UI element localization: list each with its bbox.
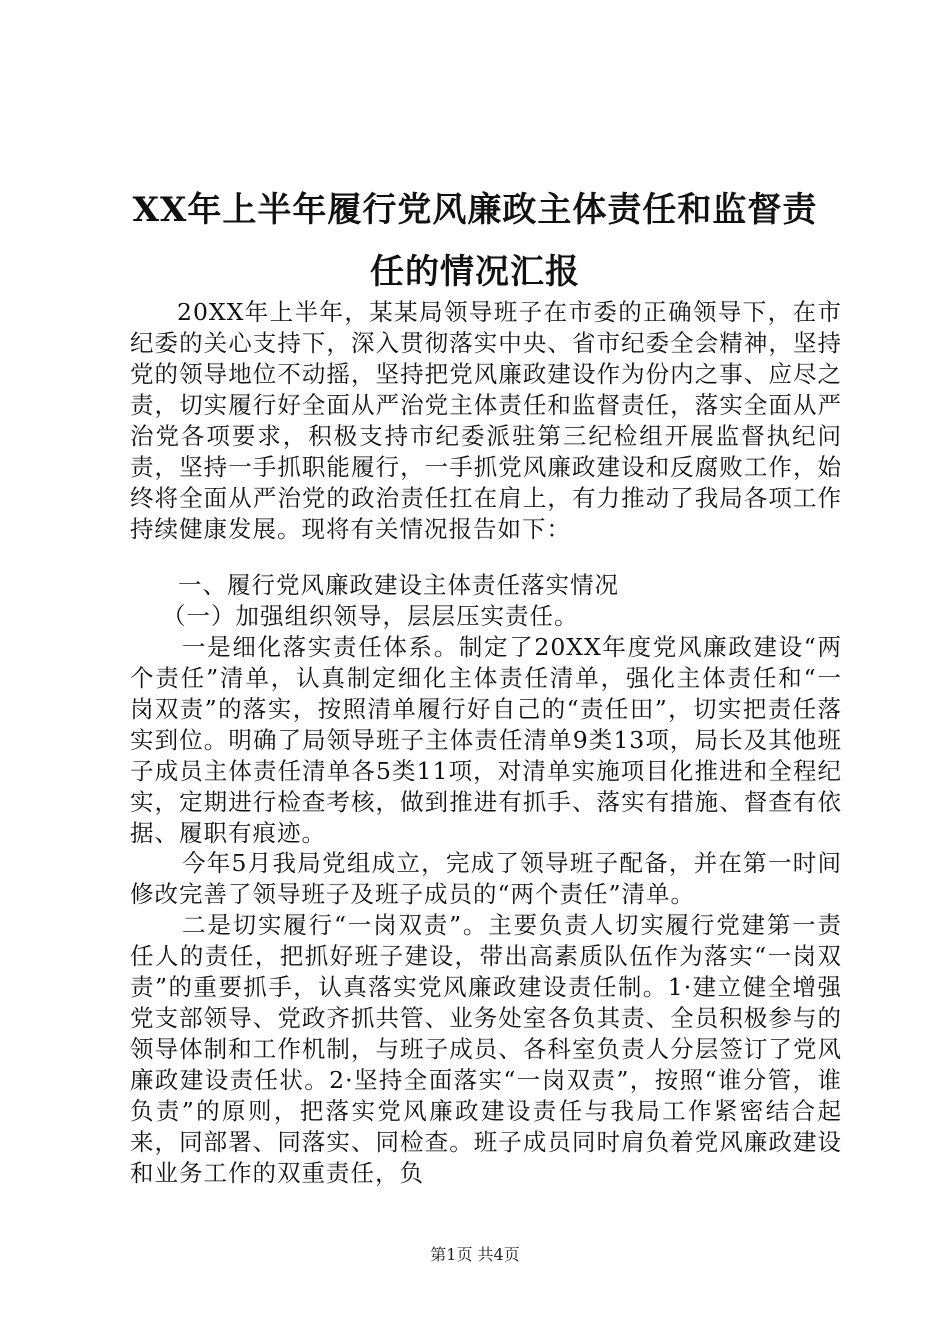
document-title-line-2: 任的情况汇报 xyxy=(370,252,580,292)
document-title-line-1: XX年上半年履行党风廉政主体责任和监督责 xyxy=(132,190,818,230)
paragraph-one-post-two-duties: 二是切实履行“一岗双责”。主要负责人切实履行党建第一责任人的责任，把抓好班子建设，带出高素质队伍作为落实“一岗双责”的重要抓手，认真落实党风廉政建设责任制。1·建立健全增强党支部领导、党政齐抓共管、业务处室各负其责、全员积极参与的领导体制和工作机制，与班子成员、各科室负责人分层签订了党风廉政建设责任状。2·坚持全面落实“一岗双责”，按照“谁分管，谁负责”的原则，把落实党风廉政建设责任与我局工作紧密结合起来，同部署、同落实、同检查。班子成员同时肩负着党风廉政建设和业务工作的双重责任，负 xyxy=(130,911,842,1187)
subsection-1-heading: （一）加强组织领导，层层压实责任。 xyxy=(162,602,579,630)
page-number-footer: 第1页 共4页 xyxy=(430,1245,520,1264)
paragraph-responsibility-system: 一是细化落实责任体系。制定了20XX年度党风廉政建设“两个责任”清单，认真制定细化主体责任清单，强化主体责任和“一岗双责”的落实，按照清单履行好自己的“责任田”，切实把责任落实到位。明确了局领导班子主体责任清单9类13项，局长及其他班子成员主体责任清单各5类11项，对清单实施项目化推进和全程纪实，定期进行检查考核，做到推进有抓手、落实有措施、督查有依据、履职有痕迹。 xyxy=(130,633,842,847)
intro-paragraph: 20XX年上半年，某某局领导班子在市委的正确领导下，在市纪委的关心支持下，深入贯彻落实中央、省市纪委全会精神，坚持党的领导地位不动摇，坚持把党风廉政建设作为份内之事、应尽之责，切实履行好全面从严治党主体责任和监督责任，落实全面从严治党各项要求，积极支持市纪委派驻第三纪检组开展监督执纪问责，坚持一手抓职能履行，一手抓党风廉政建设和反腐败工作，始终将全面从严治党的政治责任扛在肩上，有力推动了我局各项工作持续健康发展。现将有关情况报告如下： xyxy=(130,298,842,543)
section-1-heading: 一、履行党风廉政建设主体责任落实情况 xyxy=(178,571,619,599)
paragraph-party-group: 今年5月我局党组成立，完成了领导班子配备，并在第一时间修改完善了领导班子及班子成员的“两个责任”清单。 xyxy=(130,849,842,908)
